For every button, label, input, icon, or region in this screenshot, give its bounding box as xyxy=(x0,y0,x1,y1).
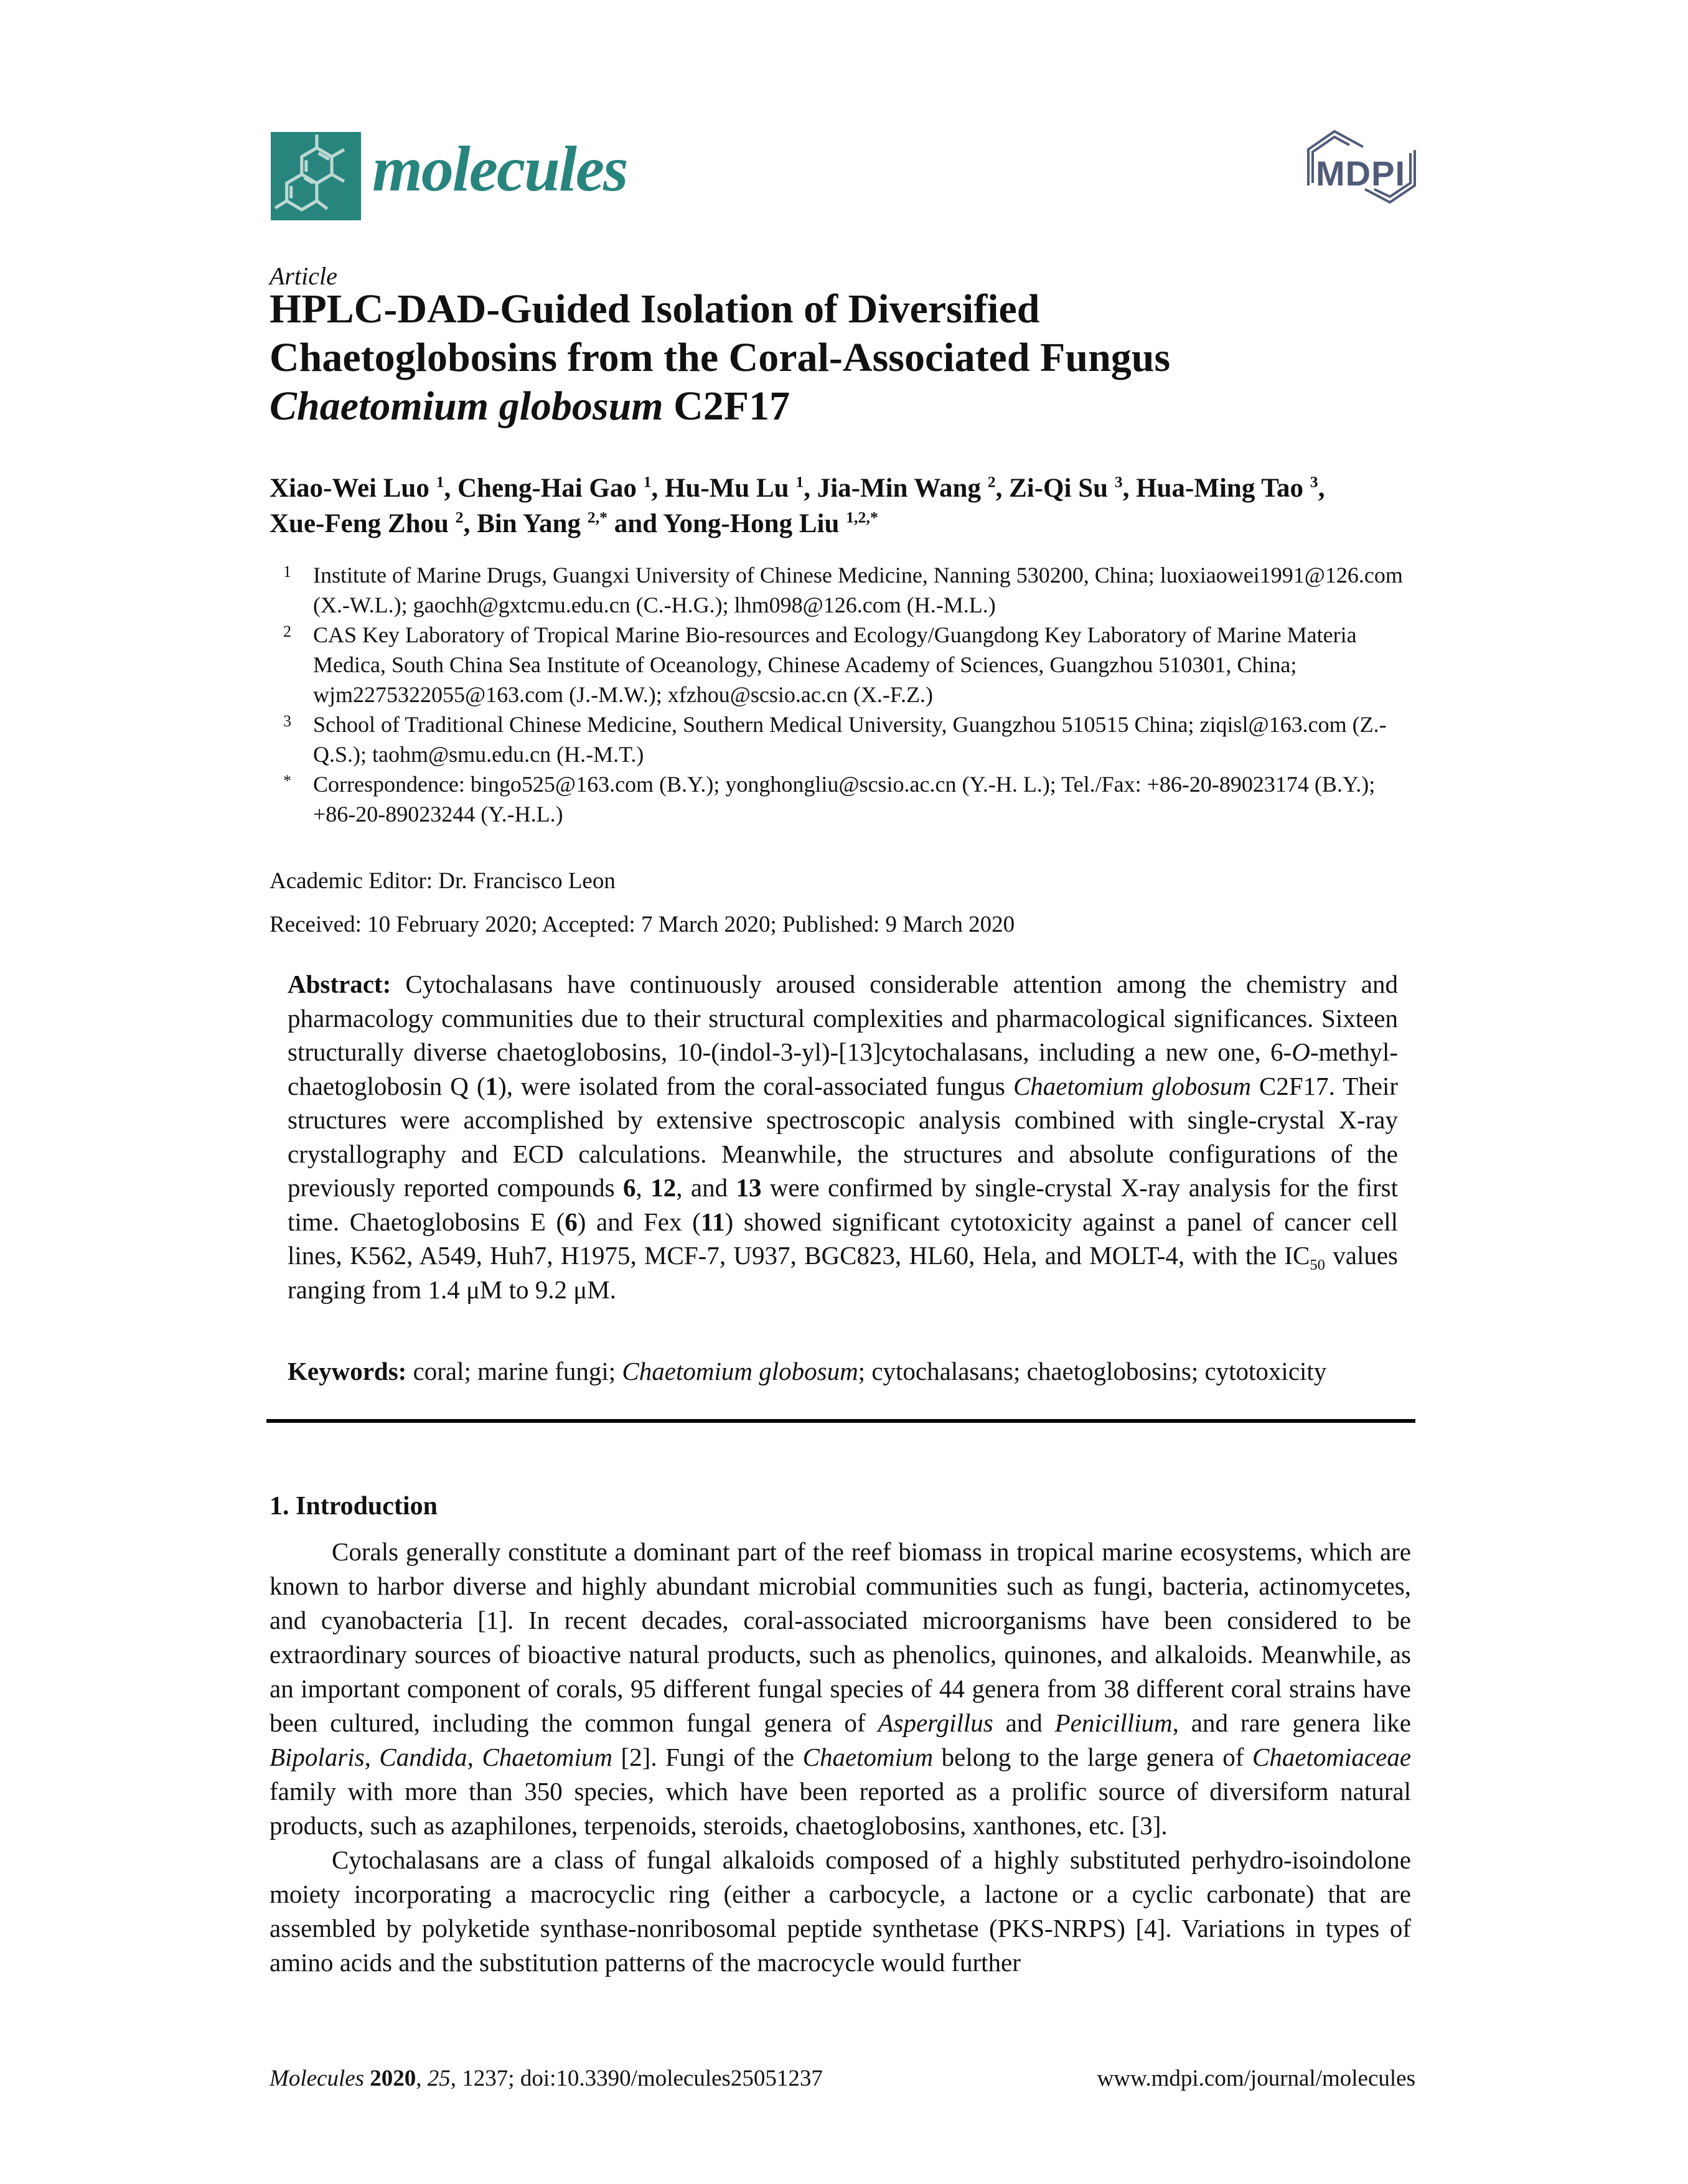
affiliation-text: School of Traditional Chinese Medicine, Southern Medical University, Guangzhou 510515 China; ziqisl@163.com (Z.-Q.S.); taohm@smu.edu.cn (H.-M.T.) xyxy=(313,712,1387,767)
mdpi-logo xyxy=(1305,128,1423,206)
keywords: Keywords: coral; marine fungi; Chaetomium globosum; cytochalasans; chaetoglobosins; cytotoxicity xyxy=(288,1357,1327,1385)
affiliation-item xyxy=(283,710,1413,769)
introduction-paragraph-2: Cytochalasans are a class of fungal alkaloids composed of a highly substituted perhydro-isoindolone moiety incorporating a macrocyclic ring (either a carbocycle, a lactone or a cyclic carbonate) that are assembled by polyketide synthase-nonribosomal peptide synthetase (PKS-NRPS) [4]. Variations in types of amino acids and the substitution patterns of the macrocycle would further xyxy=(270,1845,1411,1977)
title-line-2: Chaetoglobosins from the Coral-Associated Fungus xyxy=(270,335,1171,380)
received-accepted-published-line: Received: 10 February 2020; Accepted: 7 March 2020; Published: 9 March 2020 xyxy=(270,912,1015,937)
correspondence-marker: * xyxy=(283,772,291,790)
page-footer xyxy=(270,2065,1415,2092)
introduction-heading: 1. Introduction xyxy=(270,1492,438,1521)
introduction-paragraph-1: Corals generally constitute a dominant part of the reef biomass in tropical marine ecosystems, which are known to harbor diverse and highly abundant microbial communities such as fungi, bacteria, actinomycetes, and cyanobacteria [1]. In recent decades, coral-associated microorganisms have been considered to be extraordinary sources of bioactive natural products, such as phenolics, quinones, and alkaloids. Meanwhile, as an important component of corals, 95 different fungal species of 44 genera from 38 different coral strains have been cultured, including the common fungal genera of Aspergillus and Penicillium, and rare genera like Bipolaris, Candida, Chaetomium [2]. Fungi of the Chaetomium belong to the large genera of Chaetomiaceae family with more than 350 species, which have been reported as a prolific source of diversiform natural products, such as azaphilones, terpenoids, steroids, chaetoglobosins, xanthones, etc. [3]. xyxy=(270,1537,1412,1840)
author-list xyxy=(270,471,1427,541)
journal-name: molecules xyxy=(372,133,627,205)
affiliation-text: CAS Key Laboratory of Tropical Marine Bio-resources and Ecology/Guangdong Key Laboratory of Marine Materia Medica, South China Sea Institute of Oceanology, Chinese Academy of Sciences, Guangzhou 510301, China; wjm2275322055@163.com (J.-M.W.); xfzhou@scsio.ac.cn (X.-F.Z.) xyxy=(313,622,1357,707)
affiliation-marker: 2 xyxy=(283,622,291,640)
correspondence-item xyxy=(283,769,1413,829)
footer-citation: Molecules 2020, 25, 1237; doi:10.3390/molecules25051237 xyxy=(270,2066,823,2091)
title-line-3: Chaetomium globosum C2F17 xyxy=(270,383,790,429)
author-line-2: Xue-Feng Zhou $^2$, Bin Yang $^{2,*}$ and Yong-Hong Liu $^{1,2,*}$ xyxy=(270,508,878,538)
affiliation-item xyxy=(283,560,1413,620)
correspondence-text: Correspondence: bingo525@163.com (B.Y.); yonghongliu@scsio.ac.cn (Y.-H. L.); Tel./Fax: +86-20-89023174 (B.Y.); +86-20-89023244 (Y.-H.L.) xyxy=(313,772,1376,827)
affiliation-list xyxy=(283,560,1413,829)
affiliation-text: Institute of Marine Drugs, Guangxi University of Chinese Medicine, Nanning 530200, China; luoxiaowei1991@126.com (X.-W.L.); gaochh@gxtcmu.edu.cn (C.-H.G.); lhm098@126.com (H.-M.L.) xyxy=(313,563,1403,617)
footer-journal-url: www.mdpi.com/journal/molecules xyxy=(1097,2066,1415,2091)
abstract: Abstract: Cytochalasans have continuously aroused considerable attention among the chemistry and pharmacology communities due to their structural complexities and pharmacological significances. Sixteen structurally diverse chaetoglobosins, 10-(indol-3-yl)-[13]cytochalasans, including a new one, 6-O-methyl-chaetoglobosin Q (1), were isolated from the coral-associated fungus Chaetomium globosum C2F17. Their structures were accomplished by extensive spectroscopic analysis combined with single-crystal X-ray crystallography and ECD calculations. Meanwhile, the structures and absolute configurations of the previously reported compounds 6, 12, and 13 were confirmed by single-crystal X-ray analysis for the first time. Chaetoglobosins E (6) and Fex (11) showed significant cytotoxicity against a panel of cancer cell lines, K562, A549, Huh7, H1975, MCF-7, U937, BGC823, HL60, Hela, and MOLT-4, with the $IC_{50}$ values ranging from 1.4 μM to 9.2 μM. xyxy=(288,970,1399,1304)
affiliation-item xyxy=(283,620,1413,710)
title-line-1: HPLC-DAD-Guided Isolation of Diversified xyxy=(270,286,1040,332)
academic-editor-line: Academic Editor: Dr. Francisco Leon xyxy=(270,868,616,894)
introduction-body xyxy=(270,1535,1411,1980)
molecule-structure-icon xyxy=(271,132,361,220)
mdpi-label: MDPI xyxy=(1316,154,1405,193)
affiliation-marker: 1 xyxy=(283,563,291,581)
paper-title xyxy=(270,285,1440,431)
article-type-label: Article xyxy=(270,262,337,290)
author-line-1: Xiao-Wei Luo $^1$, Cheng-Hai Gao $^1$, Hu-Mu Lu $^1$, Jia-Min Wang $^2$, Zi-Qi Su $^3$, Hua-Ming Tao $^3$, xyxy=(270,472,1325,503)
molecules-logo-box xyxy=(271,132,361,220)
affiliation-marker: 3 xyxy=(283,712,291,730)
section-divider xyxy=(266,1419,1415,1423)
